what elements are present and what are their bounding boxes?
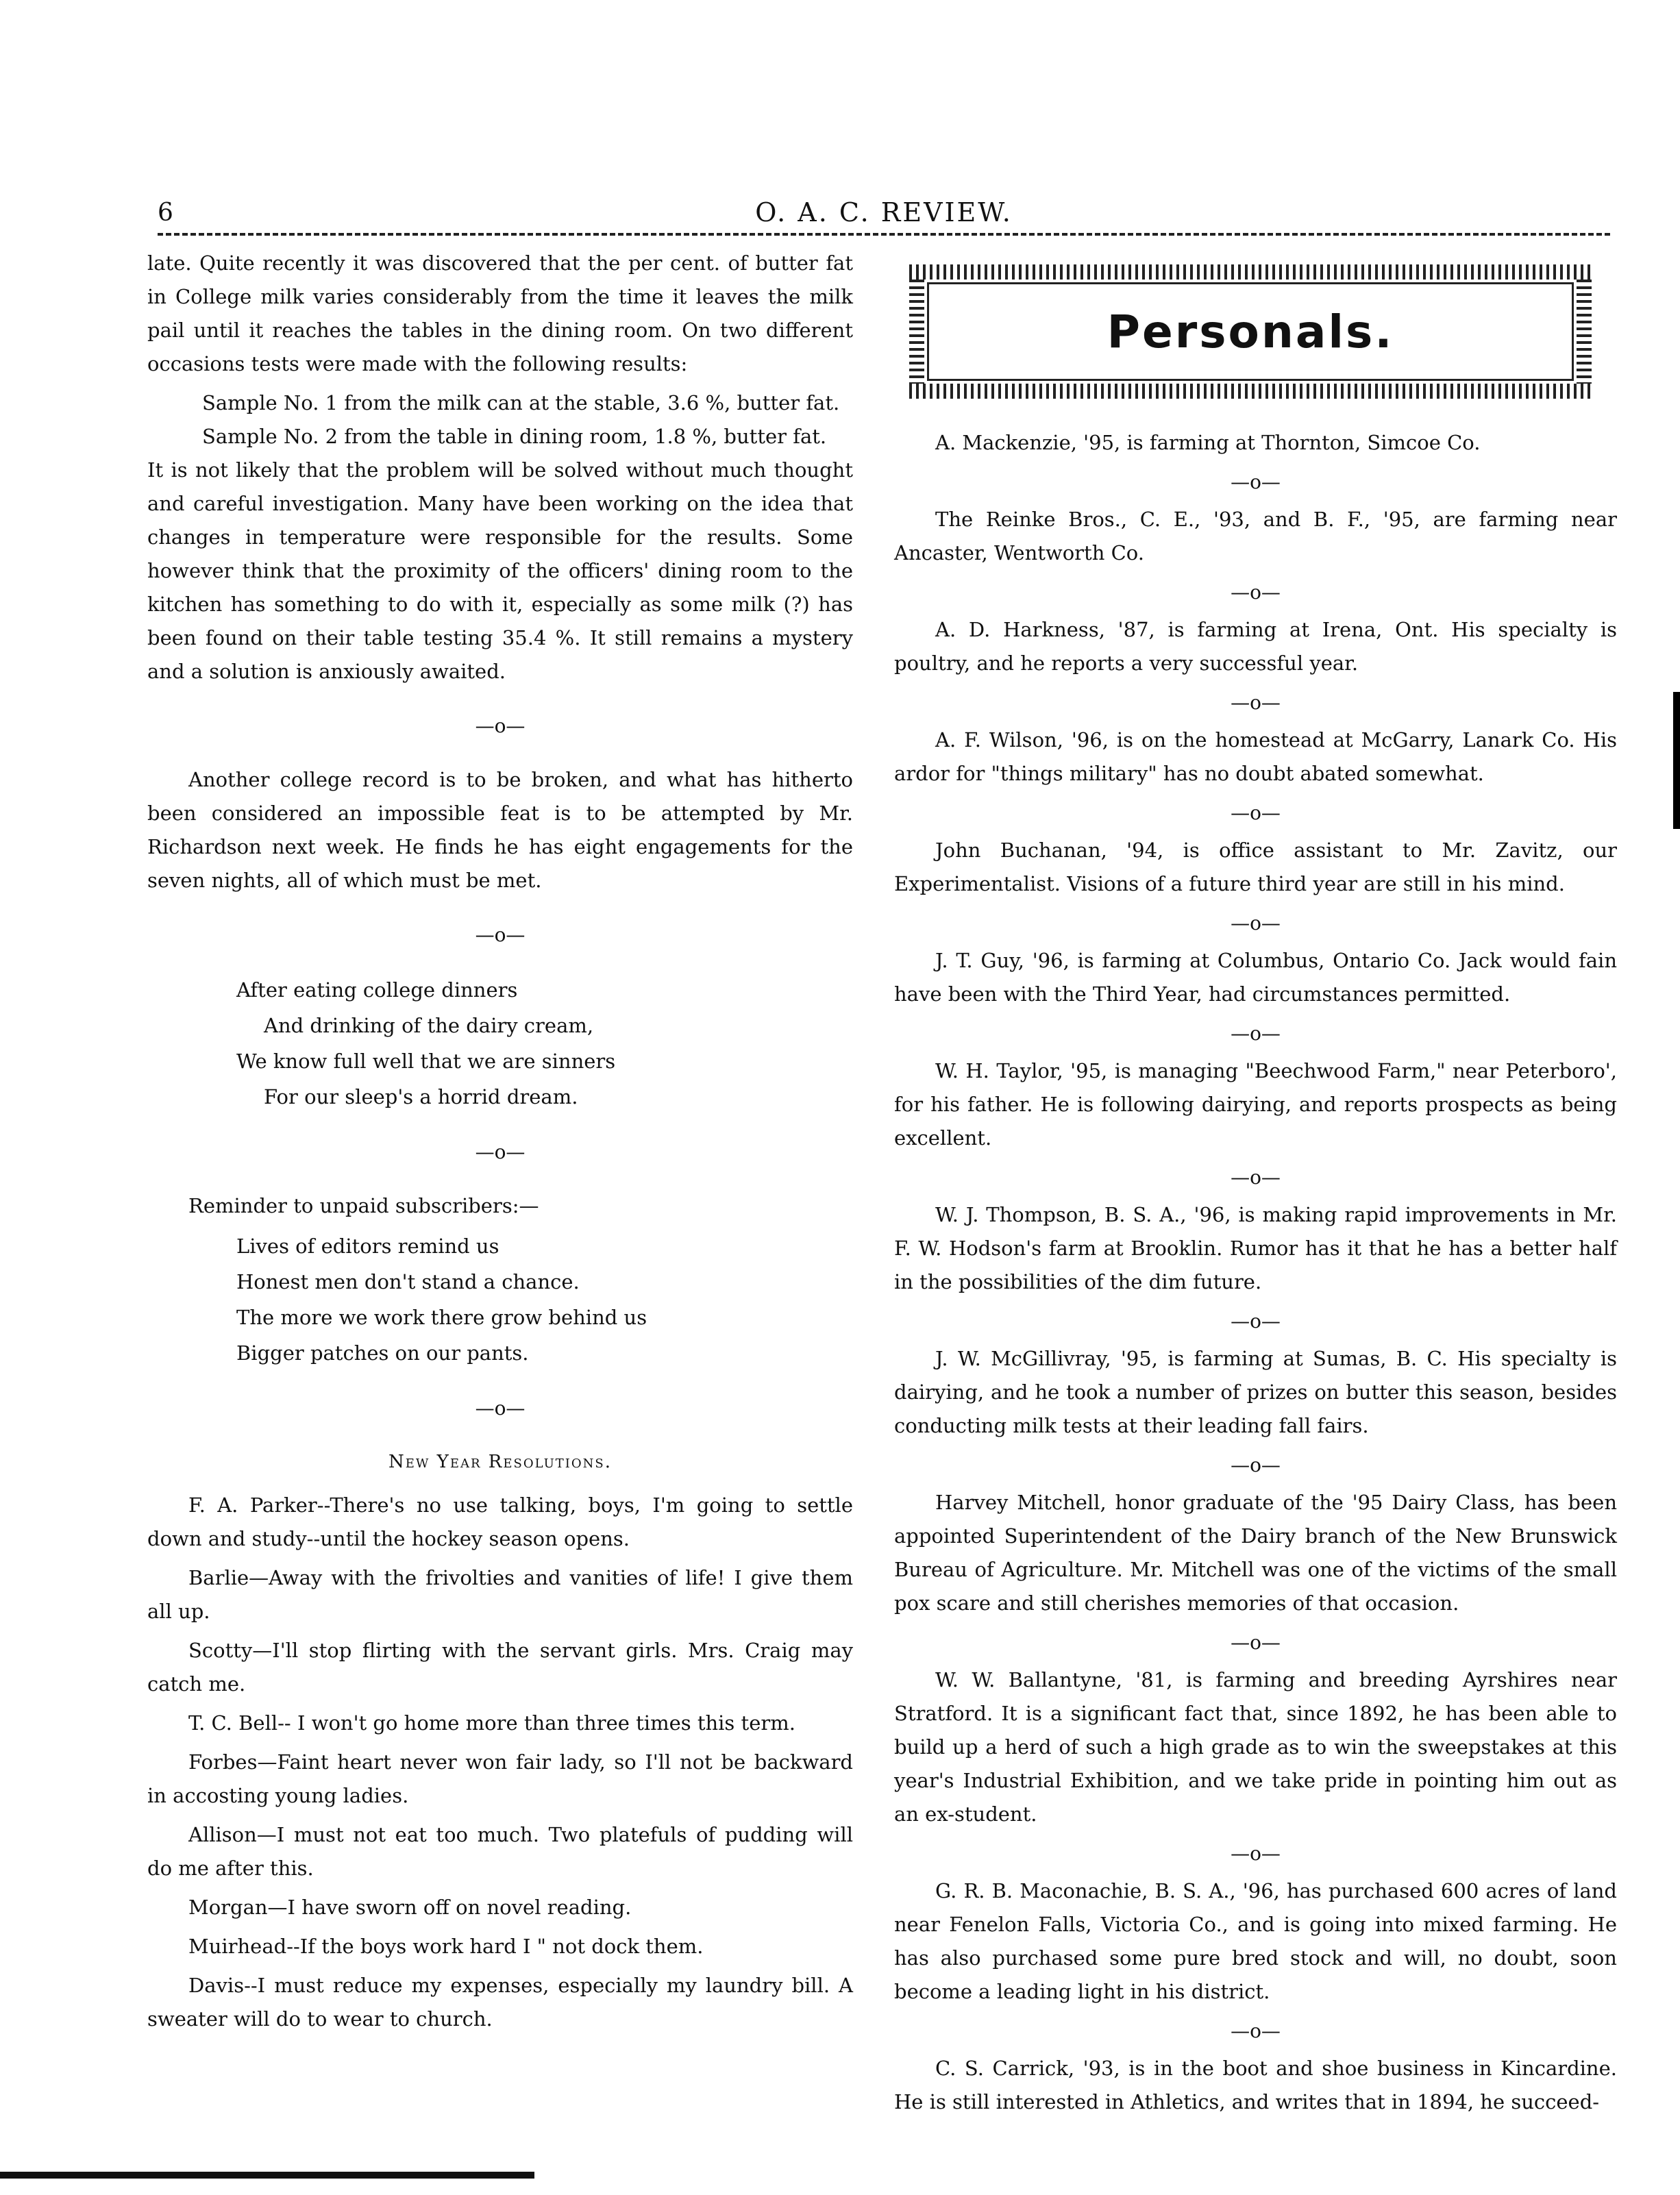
personal-entry: G. R. B. Maconachie, B. S. A., '96, has purchased 600 acres of land near Fenelon Falls, Victoria Co., and is going into mixed farming. He has also purchased some pure bred stock and will, no doubt, soon become a leading light in his district. (894, 1879, 1617, 2003)
scan-edge-mark (1673, 692, 1680, 829)
resolution-item: F. A. Parker--There's no use talking, boys, I'm going to settle down and study--until the hockey season opens. (147, 1493, 853, 1550)
resolution-item: T. C. Bell-- I won't go home more than three times this term. (188, 1711, 795, 1735)
resolution-item: Scotty—I'll stop flirting with the servant girls. Mrs. Craig may catch me. (147, 1639, 853, 1696)
header-rule (158, 233, 1610, 236)
paragraph-milk-test: late. Quite recently it was discovered that the per cent. of butter fat in College milk varies considerably from the time it leaves the milk pail until it reaches the tables in the dining room. On two different occasions tests were made with the following results: (147, 251, 853, 375)
separator: —o— (1231, 1454, 1281, 1476)
personal-entry: J. T. Guy, '96, is farming at Columbus, Ontario Co. Jack would fain have been with the Third Year, had circumstances permitted. (894, 949, 1617, 1006)
separator: —o— (1231, 1166, 1281, 1189)
paragraph-college-record: Another college record is to be broken, and what has hitherto been considered an impossible feat is to be attempted by Mr. Richardson next week. He finds he has eight engagements for the seven nights, all of which must be met. (147, 768, 853, 892)
resolution-item: Muirhead--If the boys work hard I " not dock them. (188, 1935, 704, 1958)
personal-entry: A. Mackenzie, '95, is farming at Thornton, Simcoe Co. (935, 431, 1481, 454)
scan-bottom-edge (0, 2172, 534, 2179)
separator: —o— (475, 1397, 526, 1419)
separator: —o— (1231, 912, 1281, 934)
separator: —o— (475, 715, 526, 737)
personal-entry: W. J. Thompson, B. S. A., '96, is making rapid improvements in Mr. F. W. Hodson's farm at Brooklin. Rumor has it that he has a better half in the possibilities of the dim future. (894, 1203, 1617, 1293)
poem-line: Lives of editors remind us (236, 1235, 499, 1258)
separator: —o— (475, 923, 526, 946)
left-column (147, 247, 853, 2042)
personal-entry: W. H. Taylor, '95, is managing "Beechwood Farm," near Peterboro', for his father. He is following dairying, and reports prospects as being excellent. (894, 1059, 1617, 1150)
personal-entry: W. W. Ballantyne, '81, is farming and breeding Ayrshires near Stratford. It is a significant fact that, since 1892, he has been able to build up a herd of such a high grade as to win the sweepstakes at this year's Industrial Exhibition, and we take pride in pointing him out as an ex-student. (894, 1668, 1617, 1826)
page-number: 6 (158, 199, 173, 227)
poem-line: The more we work there grow behind us (236, 1306, 647, 1329)
sample-one: Sample No. 1 from the milk can at the stable, 3.6 %, butter fat. (202, 391, 840, 414)
banner-title: Personals. (1107, 305, 1394, 358)
poem-editors (147, 1228, 853, 1371)
page-header (158, 193, 1610, 234)
separator: —o— (1231, 581, 1281, 604)
separator: —o— (1231, 691, 1281, 714)
poem-line: And drinking of the dairy cream, (264, 1014, 594, 1037)
separator: —o— (475, 1141, 526, 1163)
separator: —o— (1231, 1631, 1281, 1654)
separator: —o— (1231, 1310, 1281, 1332)
separator: —o— (1231, 1022, 1281, 1045)
resolution-item: Morgan—I have sworn off on novel reading. (188, 1896, 632, 1919)
personal-entry: J. W. McGillivray, '95, is farming at Sumas, B. C. His specialty is dairying, and he took a number of prizes on butter this season, besides conducting milk tests at their leading fall fairs. (894, 1347, 1617, 1437)
poem-line: Honest men don't stand a chance. (236, 1270, 580, 1293)
resolution-item: Forbes—Faint heart never won fair lady, so I'll not be backward in accosting young ladies. (147, 1750, 853, 1807)
paragraph-problem: It is not likely that the problem will be solved without much thought and careful investigation. Many have been working on the idea that changes in temperature were responsible for the results. Some however think that the proximity of the officers' dining room to the kitchen has something to do with it, especially as some milk (?) has been found on their table testing 35.4 %. It still remains a mystery and a solution is anxiously awaited. (147, 458, 853, 683)
resolution-item: Allison—I must not eat too much. Two platefuls of pudding will do me after this. (147, 1823, 853, 1880)
running-head: O. A. C. REVIEW. (755, 197, 1013, 227)
personal-entry: A. F. Wilson, '96, is on the homestead at McGarry, Lanark Co. His ardor for "things military" has no doubt abated somewhat. (894, 728, 1617, 785)
sample-two: Sample No. 2 from the table in dining room, 1.8 %, butter fat. (202, 425, 827, 448)
personals-banner (894, 249, 1607, 414)
separator: —o— (1231, 471, 1281, 493)
separator: —o— (1231, 1842, 1281, 1865)
banner-inner-box (927, 282, 1574, 381)
poem-line: Bigger patches on our pants. (236, 1341, 529, 1365)
poem-line: After eating college dinners (236, 978, 518, 1002)
separator: —o— (1231, 802, 1281, 824)
personal-entry: A. D. Harkness, '87, is farming at Irena, Ont. His specialty is poultry, and he reports a very successful year. (894, 618, 1617, 675)
poem-dinners (147, 972, 853, 1115)
personal-entry: C. S. Carrick, '93, is in the boot and shoe business in Kincardine. He is still interested in Athletics, and writes that in 1894, he succeed- (894, 2057, 1617, 2113)
poem-line: For our sleep's a horrid dream. (264, 1085, 578, 1108)
right-column (894, 247, 1617, 2124)
poem-line: We know full well that we are sinners (236, 1050, 616, 1073)
resolution-item: Barlie—Away with the frivolties and vanities of life! I give them all up. (147, 1566, 853, 1623)
separator: —o— (1231, 2020, 1281, 2042)
personal-entry: John Buchanan, '94, is office assistant to Mr. Zavitz, our Experimentalist. Visions of a future third year are still in his mind. (894, 839, 1617, 895)
personal-entry: The Reinke Bros., C. E., '93, and B. F., '95, are farming near Ancaster, Wentworth Co. (894, 508, 1617, 565)
personal-entry: Harvey Mitchell, honor graduate of the '95 Dairy Class, has been appointed Superintendent of the Dairy branch of the New Brunswick Bureau of Agriculture. Mr. Mitchell was one of the victims of the small pox scare and still cherishes memories of that occasion. (894, 1491, 1617, 1615)
resolution-item: Davis--I must reduce my expenses, especially my laundry bill. A sweater will do to wear to church. (147, 1974, 853, 2031)
reminder-label: Reminder to unpaid subscribers:— (188, 1194, 539, 1217)
resolutions-heading: New Year Resolutions. (388, 1452, 612, 1472)
